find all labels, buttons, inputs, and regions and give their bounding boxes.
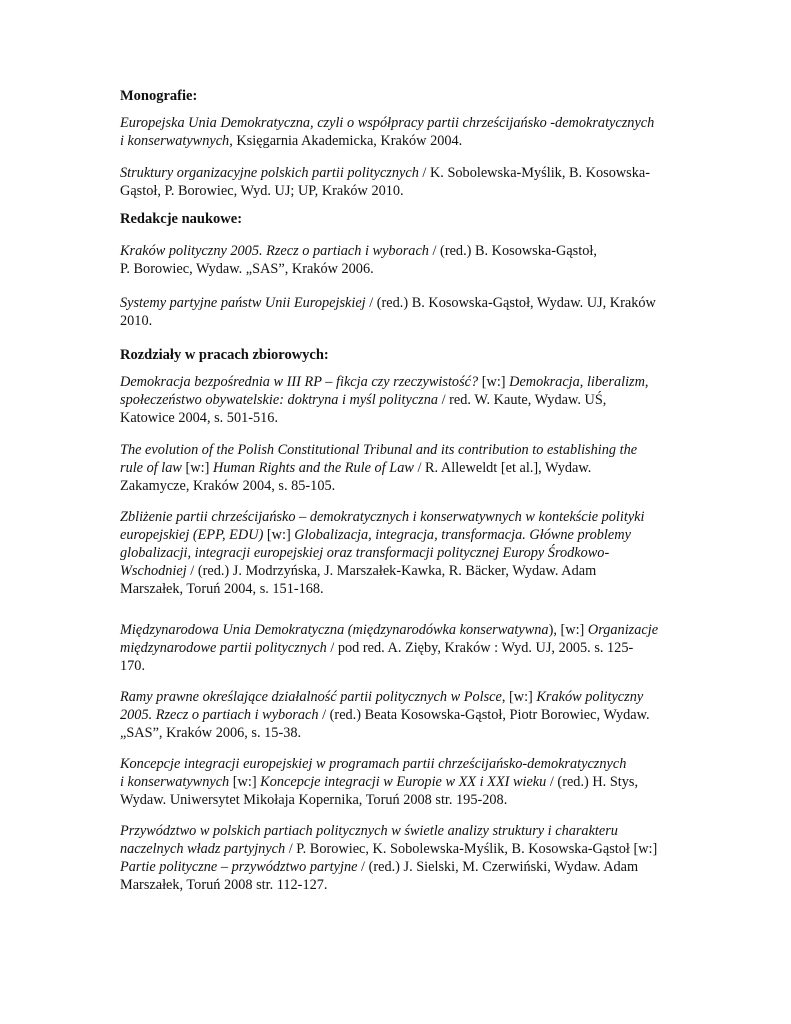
entry-title-text: Koncepcje integracji europejskiej w programach partii chrześcijańsko-demokratycznych (120, 756, 627, 772)
entry-line (120, 755, 680, 773)
entry-line (120, 773, 680, 791)
entry-title-text: Wschodniej (120, 563, 187, 579)
entry-text: Zakamycze, Kraków 2004, s. 85-105. (120, 478, 336, 494)
entry-line (120, 876, 680, 894)
entry-title-text: naczelnych władz partyjnych (120, 841, 286, 857)
entry-text: / R. Alleweldt [et al.], Wydaw. (413, 460, 592, 476)
entry-line (120, 562, 680, 580)
entry-line (120, 858, 680, 876)
entry-text: / (red.) B. Kosowska-Gąstoł, (428, 243, 597, 259)
entry-line (120, 260, 680, 278)
entry-title-text: Globalizacja, integracja, transformacja. Główne problemy (294, 527, 631, 543)
entry-line (120, 164, 680, 182)
section-heading-monografie: Monografie: (120, 88, 198, 104)
entry-title-text: Europejska Unia Demokratyczna, czyli o współpracy partii chrześcijańsko -demokratycznych (120, 115, 655, 131)
entry-line (120, 242, 680, 260)
entry-line (120, 657, 680, 675)
entry-title-text: społeczeństwo obywatelskie: doktryna i myśl polityczna (120, 392, 439, 408)
entry-title-text: i konserwatywnych (120, 774, 230, 790)
entry-text: ), [w:] (548, 622, 588, 638)
bibliography-entry (120, 114, 680, 150)
section-heading-rozdzialy: Rozdziały w pracach zbiorowych: (120, 347, 329, 363)
entry-text: Marszałek, Toruń 2008 str. 112-127. (120, 877, 328, 893)
entry-text: / (red.) J. Modrzyńska, J. Marszałek-Kawka, R. Bäcker, Wydaw. Adam (186, 563, 597, 579)
entry-line (120, 791, 680, 809)
entry-line (120, 477, 680, 495)
entry-text: / (red.) B. Kosowska-Gąstoł, Wydaw. UJ, Kraków (365, 295, 656, 311)
entry-text: / K. Sobolewska-Myślik, B. Kosowska- (418, 165, 650, 181)
bibliography-entry (120, 294, 680, 330)
entry-line (120, 459, 680, 477)
entry-text: Katowice 2004, s. 501-516. (120, 410, 279, 426)
entry-text: / (red.) Beata Kosowska-Gąstoł, Piotr Borowiec, Wydaw. (318, 707, 650, 723)
entry-text: [w:] (263, 527, 295, 543)
bibliography-entry (120, 755, 680, 809)
entry-line (120, 724, 680, 742)
entry-text: „SAS”, Kraków 2006, s. 15-38. (120, 725, 302, 741)
bibliography-entry (120, 373, 680, 427)
entry-line (120, 688, 680, 706)
entry-text: 2010. (120, 313, 153, 329)
entry-title-text: Systemy partyjne państw Unii Europejskiej (120, 295, 366, 311)
entry-line (120, 822, 680, 840)
entry-title-text: Koncepcje integracji w Europie w XX i XXI wieku (260, 774, 547, 790)
bibliography-entry (120, 441, 680, 495)
entry-line (120, 409, 680, 427)
entry-title-text: 2005. Rzecz o partiach i wyborach (120, 707, 319, 723)
entry-line (120, 580, 680, 598)
entry-title-text: Przywództwo w polskich partiach politycznych w świetle analizy struktury i charakteru (120, 823, 618, 839)
entry-text: / red. W. Kaute, Wydaw. UŚ, (438, 392, 607, 408)
bibliography-entry (120, 688, 680, 742)
entry-title-text: Struktury organizacyjne polskich partii politycznych (120, 165, 419, 181)
entry-title-text: The evolution of the Polish Constitutional Tribunal and its contribution to establishing the (120, 442, 638, 458)
entry-title-text: Organizacje (587, 622, 659, 638)
entry-title-text: Demokracja bezpośrednia w III RP – fikcja czy rzeczywistość? (120, 374, 479, 390)
entry-title-text: Międzynarodowa Unia Demokratyczna (międzynarodówka konserwatywna (120, 622, 549, 638)
entry-text: , Księgarnia Akademicka, Kraków 2004. (229, 133, 463, 149)
entry-title-text: międzynarodowe partii politycznych (120, 640, 327, 656)
entry-line (120, 706, 680, 724)
entry-line (120, 508, 680, 526)
entry-line (120, 391, 680, 409)
entry-line (120, 132, 680, 150)
entry-title-text: Ramy prawne określające działalność partii politycznych w Polsce (120, 689, 502, 705)
entry-line (120, 294, 680, 312)
entry-title-text: globalizacji, integracji europejskiej oraz transformacji politycznej Europy Środkowo- (120, 545, 610, 561)
entry-text: P. Borowiec, Wydaw. „SAS”, Kraków 2006. (120, 261, 374, 277)
entry-text: Gąstoł, P. Borowiec, Wyd. UJ; UP, Kraków 2010. (120, 183, 404, 199)
entry-text: Marszałek, Toruń 2004, s. 151-168. (120, 581, 324, 597)
entry-title-text: Partie polityczne – przywództwo partyjne (120, 859, 358, 875)
entry-title-text: europejskiej (EPP, EDU) (120, 527, 264, 543)
entry-title-text: Demokracja, liberalizm, (509, 374, 649, 390)
bibliography-entry (120, 164, 680, 200)
entry-line (120, 182, 680, 200)
bibliography-entry (120, 822, 680, 894)
section-heading-redakcje-naukowe: Redakcje naukowe: (120, 211, 243, 227)
entry-title-text: i konserwatywnych (120, 133, 230, 149)
bibliography-entry (120, 508, 680, 598)
entry-text: [w:] (181, 460, 213, 476)
entry-line (120, 621, 680, 639)
bibliography-entry (120, 242, 680, 278)
entry-text: 170. (120, 658, 146, 674)
entry-text: / pod red. A. Zięby, Kraków : Wyd. UJ, 2005. s. 125- (326, 640, 634, 656)
entry-line (120, 373, 680, 391)
entry-text: [w:] (478, 374, 510, 390)
entry-title-text: rule of law (120, 460, 182, 476)
entry-line (120, 639, 680, 657)
entry-title-text: Kraków polityczny 2005. Rzecz o partiach i wyborach (120, 243, 429, 259)
entry-text: / (red.) H. Stys, (546, 774, 639, 790)
entry-line (120, 840, 680, 858)
entry-text: Wydaw. Uniwersytet Mikołaja Kopernika, Toruń 2008 str. 195-208. (120, 792, 508, 808)
entry-line (120, 526, 680, 544)
bibliography-entry (120, 621, 680, 675)
entry-line (120, 441, 680, 459)
entry-line (120, 544, 680, 562)
entry-line (120, 312, 680, 330)
entry-text: , [w:] (501, 689, 537, 705)
entry-line (120, 114, 680, 132)
entry-title-text: Zbliżenie partii chrześcijańsko – demokratycznych i konserwatywnych w kontekście polityki (120, 509, 645, 525)
entry-title-text: Human Rights and the Rule of Law (212, 460, 414, 476)
entry-text: / P. Borowiec, K. Sobolewska-Myślik, B. Kosowska-Gąstoł [w:] (285, 841, 658, 857)
entry-text: [w:] (229, 774, 261, 790)
entry-title-text: Kraków polityczny (536, 689, 644, 705)
entry-text: / (red.) J. Sielski, M. Czerwiński, Wydaw. Adam (357, 859, 639, 875)
